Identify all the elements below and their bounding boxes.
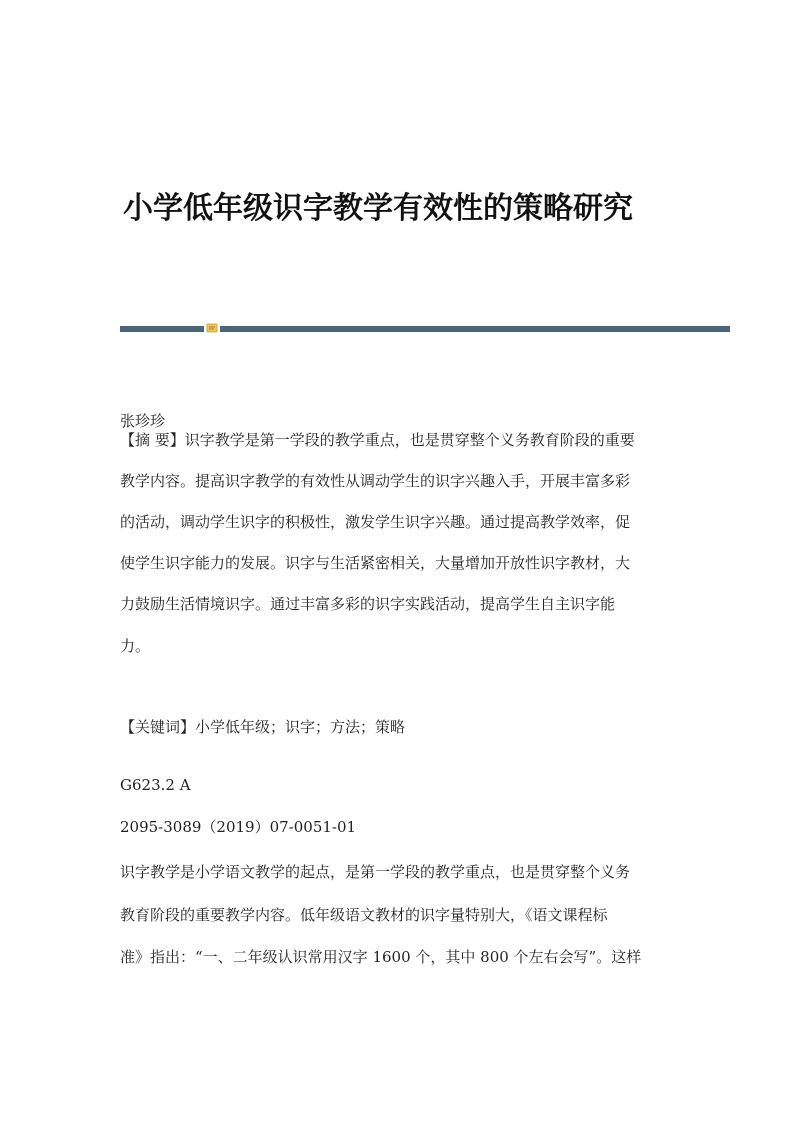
abstract-line: 教学内容。提高识字教学的有效性从调动学生的识字兴趣入手，开展丰富多彩 [120, 472, 631, 490]
abstract-line: 【摘 要】识字教学是第一学段的教学重点，也是贯穿整个义务教育阶段的重要 [120, 431, 635, 449]
document-emblem-icon [206, 322, 218, 334]
document-title: 小学低年级识字教学有效性的策略研究 [123, 191, 633, 226]
title-divider [120, 326, 730, 334]
divider-right-bar [220, 326, 730, 332]
body-line: 准》指出：“一、二年级认识常用汉字 1600 个，其中 800 个左右会写”。这样 [120, 948, 642, 966]
keywords-line: 【关键词】小学低年级；识字；方法；策略 [120, 718, 406, 736]
abstract-line: 力。 [120, 637, 151, 655]
issn-line: 2095-3089（2019）07-0051-01 [120, 818, 357, 836]
abstract-line: 力鼓励生活情境识字。通过丰富多彩的识字实践活动，提高学生自主识字能 [120, 595, 616, 613]
abstract-line: 使学生识字能力的发展。识字与生活紧密相关，大量增加开放性识字教材，大 [120, 554, 631, 572]
author-name: 张珍珍 [120, 412, 166, 430]
abstract-line: 的活动，调动学生识字的积极性，激发学生识字兴趣。通过提高教学效率，促 [120, 513, 631, 531]
body-line: 识字教学是小学语文教学的起点，是第一学段的教学重点，也是贯穿整个义务 [120, 863, 631, 881]
divider-left-bar [120, 326, 204, 332]
body-line: 教育阶段的重要教学内容。低年级语文教材的识字量特别大，《语文课程标 [120, 906, 608, 924]
classification-code: G623.2 A [120, 776, 191, 794]
